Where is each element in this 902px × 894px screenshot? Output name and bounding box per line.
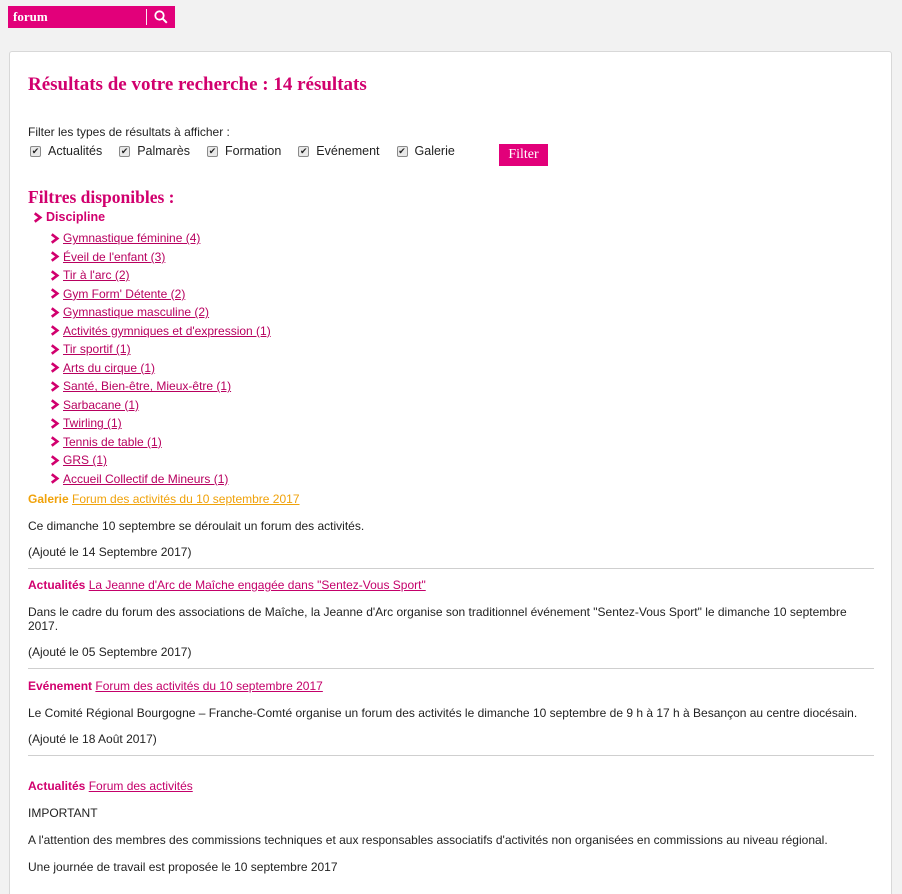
chevron-right-icon <box>49 473 60 484</box>
result-category: Galerie <box>28 492 69 506</box>
facet-item <box>49 470 271 489</box>
facet-link[interactable]: Tennis de table (1) <box>63 434 162 449</box>
result-paragraph: A l'attention des membres des commissions techniques et aux responsables associatifs d'activités non organisées en commissions au niveau régional. <box>28 833 828 847</box>
facet-link[interactable]: Activités gymniques et d'expression (1) <box>63 323 271 338</box>
facet-item <box>49 266 271 285</box>
result-header <box>28 679 874 693</box>
facet-item <box>49 433 271 452</box>
page-title: Résultats de votre recherche : 14 résultats <box>28 74 367 95</box>
result-date: (Ajouté le 14 Septembre 2017) <box>28 545 192 559</box>
facet-item <box>49 396 271 415</box>
chevron-right-icon <box>49 455 60 466</box>
facet-item <box>49 340 271 359</box>
type-filter-label: Galerie <box>414 144 455 158</box>
search-icon <box>154 10 168 24</box>
facet-link[interactable]: Sarbacane (1) <box>63 397 140 412</box>
result-description: Ce dimanche 10 septembre se déroulait un forum des activités. <box>28 519 365 533</box>
checkbox[interactable]: ✔ <box>31 145 40 156</box>
type-filter-palmarès[interactable] <box>119 144 190 158</box>
discipline-label: Discipline <box>46 210 106 224</box>
chevron-right-icon <box>49 436 60 447</box>
facet-link[interactable]: GRS (1) <box>63 453 108 468</box>
chevron-right-icon <box>49 233 60 244</box>
result-item <box>28 679 874 756</box>
search-separator <box>146 9 147 25</box>
result-item <box>28 779 874 874</box>
result-link[interactable]: Forum des activités du 10 septembre 2017 <box>72 492 300 506</box>
result-item <box>28 578 874 669</box>
result-link[interactable]: La Jeanne d'Arc de Maîche engagée dans "Sentez-Vous Sport" <box>88 578 426 592</box>
facet-link[interactable]: Éveil de l'enfant (3) <box>63 249 166 264</box>
result-divider <box>28 755 874 756</box>
facet-link[interactable]: Tir sportif (1) <box>63 342 131 357</box>
result-description: Dans le cadre du forum des associations de Maîche, la Jeanne d'Arc organise son traditionnel événement "Sentez-Vous Sport" le dimanche 10 septembre 2017. <box>28 605 847 633</box>
type-filter-formation[interactable] <box>207 144 281 158</box>
checkbox[interactable]: ✔ <box>208 145 217 156</box>
type-filter-list <box>30 144 472 158</box>
facet-item <box>49 451 271 470</box>
chevron-right-icon <box>49 381 60 392</box>
result-header <box>28 578 874 592</box>
chevron-right-icon <box>49 325 60 336</box>
chevron-right-icon <box>49 362 60 373</box>
type-filter-actualités[interactable] <box>30 144 102 158</box>
available-filters-title: Filtres disponibles : <box>28 187 175 207</box>
chevron-right-icon <box>49 418 60 429</box>
result-paragraph: Une journée de travail est proposée le 10 septembre 2017 <box>28 860 338 874</box>
chevron-right-icon <box>49 307 60 318</box>
result-header <box>28 779 874 793</box>
facet-link[interactable]: Accueil Collectif de Mineurs (1) <box>63 471 229 486</box>
result-link[interactable]: Forum des activités du 10 septembre 2017 <box>95 679 323 693</box>
result-category: Actualités <box>28 779 86 793</box>
facet-item <box>49 303 271 322</box>
discipline-facet-list <box>49 229 271 488</box>
facet-link[interactable]: Arts du cirque (1) <box>63 360 156 375</box>
facet-link[interactable]: Gymnastique masculine (2) <box>63 305 210 320</box>
result-divider <box>28 568 874 569</box>
type-filter-galerie[interactable] <box>397 144 455 158</box>
facet-link[interactable]: Santé, Bien-être, Mieux-être (1) <box>63 379 232 394</box>
type-filter-label: Formation <box>225 144 282 158</box>
type-filter-label: Evénement <box>316 144 380 158</box>
result-item <box>28 492 874 569</box>
chevron-right-icon <box>49 344 60 355</box>
result-date: (Ajouté le 18 Août 2017) <box>28 732 157 746</box>
facet-item <box>49 322 271 341</box>
type-filter-label: Palmarès <box>137 144 190 158</box>
filter-button[interactable]: Filter <box>499 144 548 166</box>
result-description: Le Comité Régional Bourgogne – Franche-Comté organise un forum des activités le dimanche 10 septembre de 9 h à 17 h à Besançon au centre diocésain. <box>28 706 858 720</box>
facet-item <box>49 248 271 267</box>
checkbox[interactable]: ✔ <box>120 145 129 156</box>
type-filter-evénement[interactable] <box>298 144 379 158</box>
facet-item <box>49 229 271 248</box>
results-panel <box>9 51 892 894</box>
chevron-right-icon <box>49 288 60 299</box>
chevron-right-icon <box>49 399 60 410</box>
discipline-heading[interactable] <box>32 210 105 224</box>
facet-item <box>49 285 271 304</box>
facet-link[interactable]: Twirling (1) <box>63 416 122 431</box>
type-filter-label: Actualités <box>48 144 103 158</box>
facet-item <box>49 359 271 378</box>
facet-item <box>49 414 271 433</box>
result-category: Evénement <box>28 679 93 693</box>
facet-item <box>49 377 271 396</box>
facet-link[interactable]: Gym Form' Détente (2) <box>63 286 186 301</box>
chevron-right-icon <box>49 251 60 262</box>
checkbox[interactable]: ✔ <box>398 145 406 156</box>
search-bar <box>8 6 175 28</box>
search-button[interactable] <box>147 6 174 28</box>
chevron-right-icon <box>32 212 43 223</box>
chevron-right-icon <box>49 270 60 281</box>
result-divider <box>28 668 874 669</box>
search-input[interactable] <box>8 7 146 27</box>
checkbox[interactable]: ✔ <box>300 145 308 156</box>
result-header <box>28 492 874 506</box>
result-link[interactable]: Forum des activités <box>88 779 193 793</box>
result-category: Actualités <box>28 578 86 592</box>
result-paragraph: IMPORTANT <box>28 806 98 820</box>
filter-intro: Filter les types de résultats à afficher : <box>28 125 230 139</box>
facet-link[interactable]: Gymnastique féminine (4) <box>63 231 201 246</box>
result-date: (Ajouté le 05 Septembre 2017) <box>28 645 192 659</box>
facet-link[interactable]: Tir à l'arc (2) <box>63 268 130 283</box>
